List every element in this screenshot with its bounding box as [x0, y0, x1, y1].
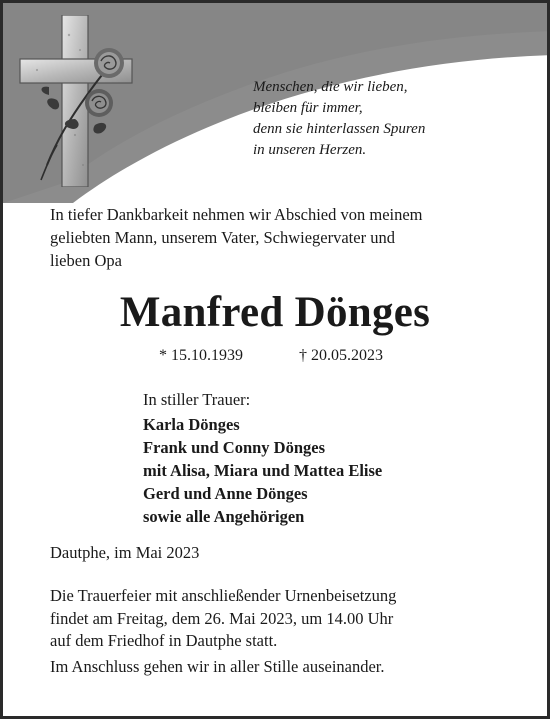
- mourner-entry: mit Alisa, Miara und Mattea Elise: [143, 461, 383, 480]
- intro-line: In tiefer Dankbarkeit nehmen wir Abschied von meinem: [50, 205, 423, 224]
- life-dates: [3, 347, 547, 369]
- birth-date: * 15.10.1939: [159, 347, 243, 364]
- mourner-entry: Karla Dönges: [143, 415, 240, 434]
- death-date: † 20.05.2023: [299, 347, 383, 364]
- intro-line: geliebten Mann, unserem Vater, Schwiegervater und: [50, 228, 395, 247]
- poem-line: in unseren Herzen.: [253, 142, 367, 158]
- mourner-entry: Gerd und Anne Dönges: [143, 484, 308, 503]
- mourners-heading: In stiller Trauer:: [143, 390, 251, 409]
- ceremony-line: auf dem Friedhof in Dautphe statt.: [50, 631, 278, 650]
- ceremony-line: Die Trauerfeier mit anschließender Urnenbeisetzung: [50, 586, 397, 605]
- poem-line: Menschen, die wir lieben,: [253, 79, 408, 95]
- ceremony-info: [50, 585, 530, 653]
- poem: [253, 77, 533, 161]
- closing-note: Im Anschluss gehen wir in aller Stille auseinander.: [50, 657, 385, 676]
- ceremony-line: findet am Freitag, dem 26. Mai 2023, um 14.00 Uhr: [50, 608, 394, 628]
- poem-line: bleiben für immer,: [253, 100, 363, 116]
- deceased-name: Manfred Dönges: [119, 289, 431, 336]
- intro-line: lieben Opa: [50, 251, 122, 270]
- mourner-entry: sowie alle Angehörigen: [143, 507, 305, 526]
- poem-line: denn sie hinterlassen Spuren: [253, 121, 426, 137]
- mourner-entry: Frank und Conny Dönges: [143, 438, 326, 457]
- place-and-date: Dautphe, im Mai 2023: [50, 543, 200, 562]
- intro-text: [50, 203, 520, 272]
- cross-icon: [17, 15, 137, 187]
- mourners-block: [143, 388, 523, 528]
